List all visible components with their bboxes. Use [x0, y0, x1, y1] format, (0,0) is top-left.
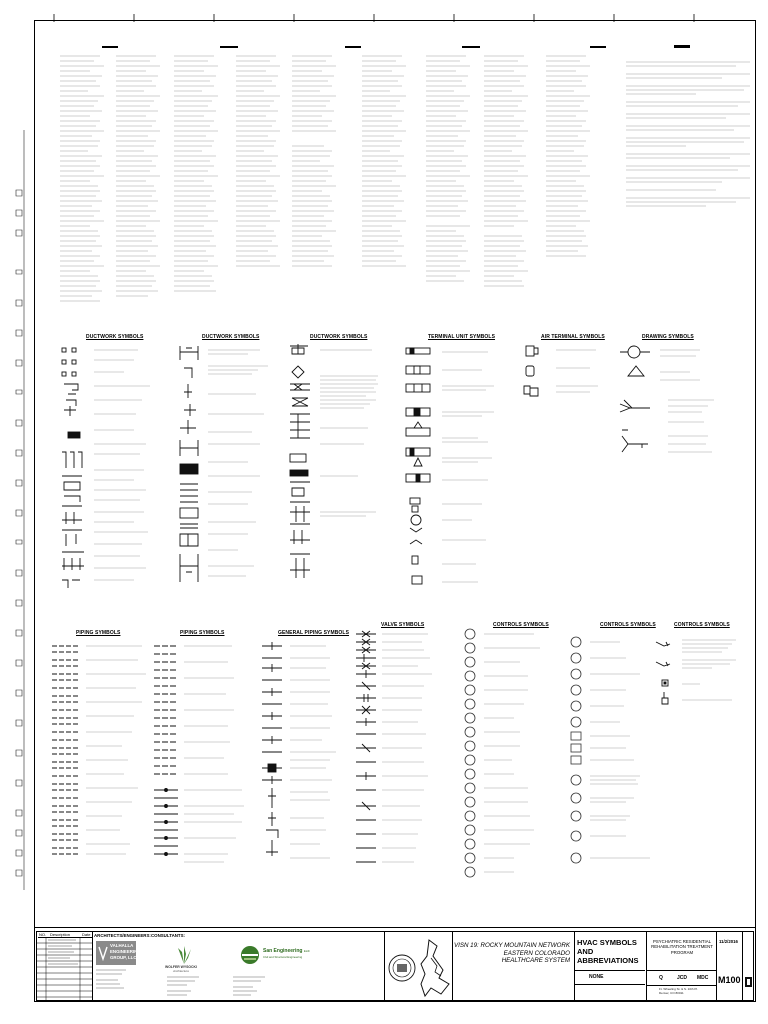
section-title-piping-2: PIPING SYMBOLS — [180, 630, 225, 636]
section-title-air-terminal: AIR TERMINAL SYMBOLS — [541, 334, 605, 340]
controls-symbols-1 — [462, 628, 572, 888]
project-title-line-3: HEALTHCARE SYSTEM — [501, 957, 570, 965]
scale-value: NONE — [589, 974, 604, 980]
consultants-label: CONSULTANTS: — [151, 933, 185, 938]
firm1-line3: GROUP, LLC — [110, 955, 137, 960]
rev-description-header: Description — [50, 932, 71, 937]
firm3-address — [233, 975, 273, 999]
project-title-line-2: EASTERN COLORADO — [503, 949, 570, 957]
firm1-line2: ENGINEERING — [110, 949, 141, 954]
piping-symbols-1 — [48, 640, 158, 880]
project-name-line-2: REHABILITATION TREATMENT — [651, 944, 713, 950]
firms-panel — [93, 931, 385, 1001]
abbr-column-rule — [220, 46, 238, 48]
section-title-terminal-unit: TERMINAL UNIT SYMBOLS — [428, 334, 496, 340]
section-title-ductwork-1: DUCTWORK SYMBOLS — [86, 334, 144, 340]
section-title-controls-1: CONTROLS SYMBOLS — [493, 622, 549, 628]
controls-symbols-3 — [652, 636, 752, 716]
abbr-column-rule — [102, 46, 118, 48]
section-title-drawing: DRAWING SYMBOLS — [642, 334, 694, 340]
general-notes-block — [624, 60, 752, 210]
abbreviations-block — [56, 52, 616, 312]
drawn-by: JCD — [677, 975, 688, 981]
abbr-column-rule — [674, 45, 690, 48]
firm3-name: San Engineering — [263, 948, 303, 954]
project-name-line-3: PROGRAM — [670, 949, 694, 955]
abbr-column-rule — [462, 46, 480, 48]
valhalla-logo — [96, 941, 141, 965]
drawing-symbols — [616, 344, 756, 474]
sheet-date: 11/2/2016 — [719, 939, 738, 944]
section-title-controls-3: CONTROLS SYMBOLS — [674, 622, 730, 628]
ductwork-symbols-3 — [286, 344, 396, 594]
sheet-title-line-2: ABBREVIATIONS — [577, 956, 639, 965]
revision-table — [36, 931, 93, 1001]
va-seal-icon — [387, 940, 417, 996]
san-engineering-logo — [238, 944, 262, 966]
revision-rows — [37, 937, 93, 1001]
sheet-title-line-1: HVAC SYMBOLS AND — [577, 938, 637, 956]
rev-no-header: NO. — [39, 932, 47, 937]
location-line-2: Denver, CO 80011 — [659, 991, 684, 995]
firm2-name: WOLFER WYSOCKI — [165, 965, 197, 969]
firm2-sub: Architecture — [173, 969, 190, 973]
project-title-panel — [453, 931, 575, 1001]
sheet-title-panel — [575, 931, 647, 1001]
drawing-number: M100 — [718, 975, 741, 985]
abbr-column-rule — [345, 46, 361, 48]
piping-symbols-2 — [150, 640, 260, 880]
ductwork-symbols-1 — [58, 344, 168, 594]
general-piping-symbols — [258, 640, 358, 870]
section-title-general-piping: GENERAL PIPING SYMBOLS — [278, 630, 350, 636]
checked-by: Q — [659, 975, 663, 981]
title-block — [34, 927, 756, 1003]
project-title-line-1: VISN 19: ROCKY MOUNTAIN NETWORK — [454, 942, 570, 949]
section-title-piping-1: PIPING SYMBOLS — [76, 630, 121, 636]
valve-symbols — [352, 630, 462, 880]
section-title-ductwork-3: DUCTWORK SYMBOLS — [310, 334, 368, 340]
project-info-panel — [647, 931, 717, 1001]
colorado-map-icon — [419, 936, 453, 998]
terminal-unit-symbols — [400, 344, 510, 594]
abbr-column-rule — [590, 46, 606, 48]
firm1-address — [96, 968, 136, 998]
left-binding-strip — [14, 130, 34, 910]
firm2-address — [167, 975, 207, 999]
valhalla-mark-icon — [98, 945, 108, 961]
section-title-ductwork-2: DUCTWORK SYMBOLS — [202, 334, 260, 340]
location-line-1: Ft. Wheeling St. & S. 10th Pl. — [659, 987, 698, 991]
air-terminal-symbols — [520, 344, 610, 404]
approved-by: MDC — [697, 975, 709, 981]
architects-label: ARCHITECTS/ENGINEERS: — [94, 933, 151, 938]
section-title-valve: VALVE SYMBOLS — [381, 622, 425, 628]
firm3-suffix: LLC — [303, 949, 310, 953]
project-name-line-1: PSYCHIATRIC RESIDENTIAL — [653, 939, 711, 944]
drawing-number-panel — [717, 931, 743, 1001]
rev-date-header: Date — [82, 932, 91, 937]
ductwork-symbols-2 — [176, 344, 286, 594]
seal-panel — [385, 931, 453, 1001]
firm1-line1: VALHALLA — [110, 943, 134, 948]
section-title-controls-2: CONTROLS SYMBOLS — [600, 622, 656, 628]
va-logo-icon — [744, 976, 753, 988]
side-stamp — [743, 931, 754, 1001]
firm3-sub: Civil and Structural Engineering — [263, 955, 303, 959]
wolfer-wysocki-logo — [173, 944, 195, 964]
